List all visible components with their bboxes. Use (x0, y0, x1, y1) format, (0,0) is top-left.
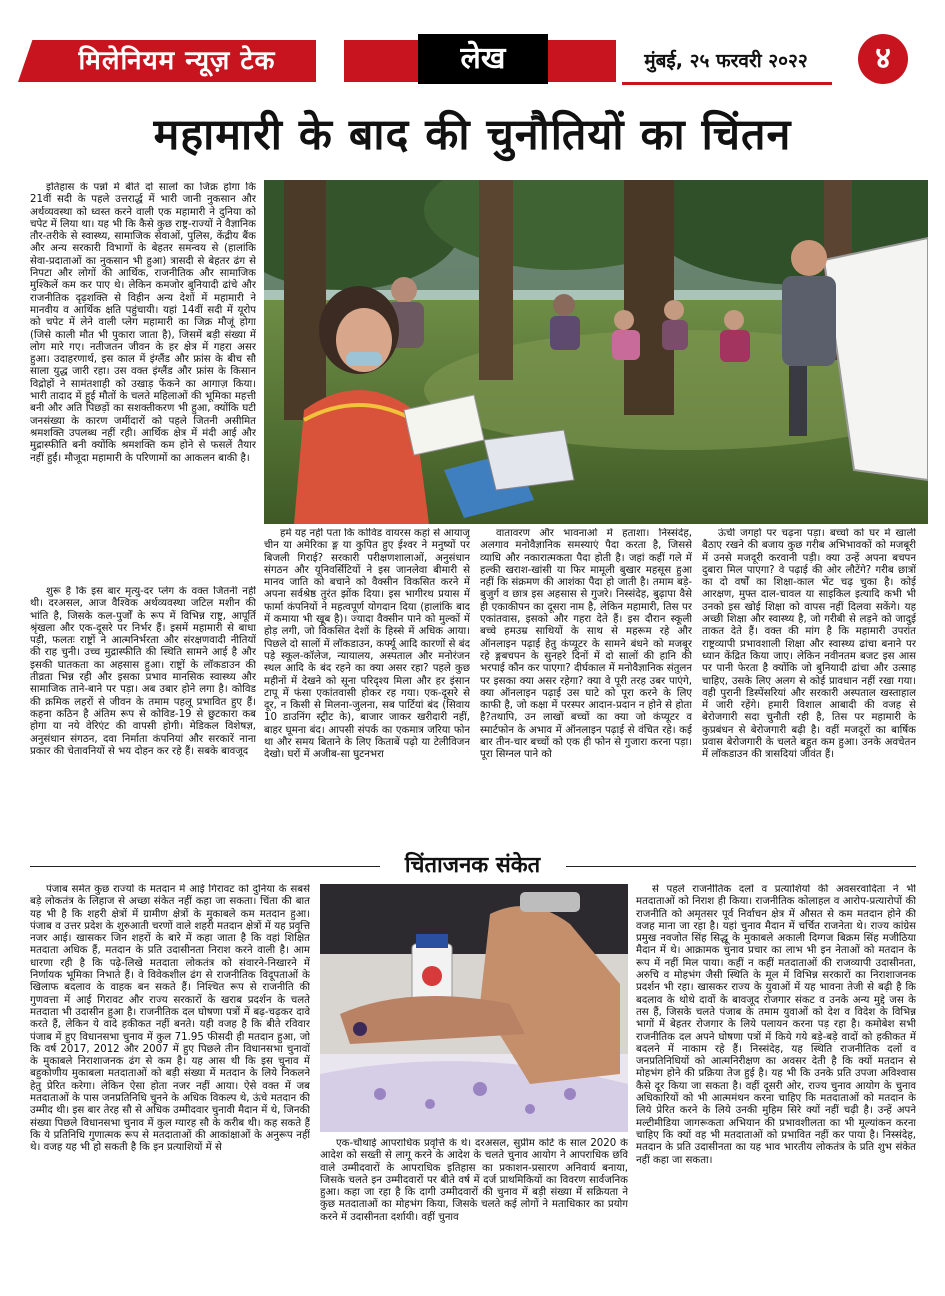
article1-column-2 (264, 528, 470, 840)
article2-paragraph: एक-चौथाई आपराधिक प्रवृत्ति के थे। दरअसल, सुप्रीम कोर्ट के साल 2020 के आदेश को सख्ती से लागू करने के आदेश के चलते चुनाव आयोग ने आपराधिक छवि वाले उम्मीदवारों के आपराधिक इतिहास का प्रकाशन-प्रसारण अनिवार्य बनाया, जिसके चलते इन उम्मीदवारों पर बीते वर्ष में दर्ज प्राथमिकियों का विवरण सार्वजनिक हुआ। कहा जा रहा है कि दागी उम्मीदवारों की चुनाव में बड़ी संख्या में सक्रियता ने कुछ मतदाताओं का मोहभंग किया, जिसके चलते कई लोगों ने मताधिकार का प्रयोग करने में उदासीनता दर्शायी। वहीं चुनाव (320, 1138, 628, 1223)
outdoor-classroom-illustration (264, 180, 928, 524)
editorial-subheading: चिंताजनक संकेत (404, 853, 541, 878)
article1-column-1b (30, 586, 256, 840)
newspaper-brand: मिलेनियम न्यूज़ टेक (38, 40, 316, 82)
article2-column-2 (320, 1138, 628, 1278)
article1-paragraph: हमें यह नहीं पता कि कोविड वायरस कहां से आयाजू चीन या अमेरिका ङ्ग या कुपित हुए ईश्वर ने मनुष्यों पर बिजली गिराई? सरकारी परीक्षणशालाओं, अनुसंधान संगठन और यूनिवर्सिटियों ने इस जानलेवा बीमारी से मानव जाति को बचाने को वैक्सीन विकसित करने में अपना सर्वश्रेष्ठ तुरंत झोंक दिया। इस भागीरथ प्रयास में फार्मा कंपनियों ने महत्वपूर्ण योगदान दिया (हालांकि बाद में कमाया भी खूब है)। ज्यादा वैक्सीन पाने को मुल्कों में होड़ लगी, जो विकसित देशों के हिस्से में अधिक आया। पिछले दो सालों में लॉकडाउन, कर्फ्यू आदि कारणों से बंद पड़े स्कूल-कॉलेज, न्यायालय, अस्पताल और मनोरंजन स्थल आदि के बंद रहने का क्या असर रहा? पहले कुछ महीनों में देखने को सूना परिदृश्य मिला और हर इंसान टापू में फंसा एकांतवासी होकर रह गया। एक-दूसरे से दूर, न किसी से मिलना-जुलना, सब पार्टियां बंद (सिवाय 10 डाउनिंग स्ट्रीट के), बाजार जाकर खरीदारी नहीं, बाहर घूमना बंद। आपसी संपर्क का एकमात्र जरिया फोन था और समय बिताने के लिए किताबें पढ़ो या टेलीविजन देखो। घरों में अजीब-सा घुटनभरा (264, 528, 470, 761)
section-label: लेख (418, 34, 548, 84)
inked-finger-illustration (320, 884, 628, 1132)
article1-column-3 (480, 528, 692, 840)
article1-paragraph: वातावरण और भावनाओं में हताशा। निस्संदेह, अलगाव मनोवैज्ञानिक समस्याएं पैदा करता है, जिससे व्याधि और नकारात्मकता पैदा होती है। जहां कहीं गले में हल्की खराश-खांसी या फिर मामूली बुखार महसूस हुआ नहीं कि संक्रमण की आशंका पैदा हो जाती है। तमाम बड़े-बुजुर्ग व छात्र इस अहसास से गुजरे। निस्संदेह, बुढ़ापा वैसे ही एकाकीपन का दूसरा नाम है, लेकिन महामारी, तिस पर एकांतवास, इसको और गहरा देते हैं। इस दौरान स्कूली बच्चे हमउम्र साथियों के साथ से महरूम रहे और ऑनलाइन पढ़ाई हेतु कंप्यूटर के सामने बंधने को मजबूर रहे ङ्गबचपन के सुनहरे दिनों में दो सालों की हानि की भरपाई कौन कर पाएगा? दीर्घकाल में मनोवैज्ञानिक संतुलन पर इसका क्या असर रहेगा? क्या वे पूरी तरह उबर पाएंगे, क्या ऑनलाइन पढ़ाई उस घाटे को पूरा करने के लिए काफी है, जो कक्षा में परस्पर आदान-प्रदान न होने से होता है?तथापि, उन लाखों बच्चों का क्या जो कंप्यूटर व स्मार्टफोन के अभाव में ऑनलाइन पढ़ाई से वंचित रहे। कई बार तीन-चार बच्चों को एक ही फोन से गुजारा करना पड़ा। पूरा सिग्नल पाने को (480, 528, 692, 761)
article1-column-1 (30, 182, 256, 574)
masthead (18, 30, 926, 92)
article1-paragraph: शुरू है कि इस बार मृत्यु-दर प्लेग के वक्त जितनी नहीं थी। दरअसल, आज वैश्विक अर्थव्यवस्था जटिल मशीन की भांति है, जिसके कल-पुर्जों के रूप में विभिन्न राष्ट्र, आपूर्ति श्रृंखला और एक-दूसरे पर निर्भर हैं। इसमें महामारी से बाधा पड़ी, फलतः राष्ट्रों ने आत्मनिर्भरता और संरक्षणवादी नीतियों की राह चुनी। उच्च मुद्रास्फीति की स्थिति सामने आई है और इसकी घातकता का अहसास हुआ। राष्ट्रों के लॉकडाउन की तीव्रता भिन्न रही और इसका प्रभाव मानसिक स्वास्थ्य और सामाजिक ताने-बाने पर पड़ा। अब उबार होने लगा है। कोविड की क्रमिक लहरों से जीवन के तमाम पहलू प्रभावित हुए हैं। कहना कठिन है अंतिम रूप से कोविड-19 से छुटकारा कब होगा या नये वेरिएंट की वापसी होगी। मेडिकल विशेषज्ञ, अनुसंधान संगठन, दवा निर्माता कंपनियां और सरकारें नाना प्रकार की चेतावनियों से भय दोहन कर रहे हैं। सबके बावजूद (30, 586, 256, 757)
article2-column-1 (30, 884, 310, 1278)
article1-column-4 (702, 528, 916, 840)
article2-column-3 (636, 884, 916, 1278)
page-number-badge: ४ (858, 34, 908, 84)
article2-paragraph: पंजाब समेत कुछ राज्यों के मतदान में आई गिरावट को दुनिया के सबसे बड़े लोकतंत्र के लिहाज से अच्छा संकेत नहीं कहा जा सकता। चिंता की बात यह भी है कि शहरी क्षेत्रों में ग्रामीण क्षेत्रों के मुकाबले कम मतदान हुआ। पंजाब व उत्तर प्रदेश के शुरुआती चरणों वाले शहरी मतदान क्षेत्रों में यह प्रवृत्ति नजर आई। खासकर जिन शहरों के बारे में कहा जाता है कि वहां शिक्षित मतदाता अधिक हैं, मतदान के प्रति उदासीनता निराश करने वाली है। आम धारणा रही है कि पढ़े-लिखे मतदाता लोकतंत्र को संवारने-निखारने में निर्णायक भूमिका निभाते हैं। वे विवेकशील ढंग से राजनीतिक विदूपताओं के खिलाफ बदलाव के वाहक बन सकते हैं। निश्चित रूप से राजनीति की गुणवत्ता में आई गिरावट और राज्य सरकारों के खराब प्रदर्शन के चलते मतदाता भी उदासीन हुआ है। राजनीतिक दल घोषणा पत्रों में बढ़-चढ़कर दावे करते हैं, लेकिन ये वादे हकीकत नहीं बनते। यही वजह है कि बीते रविवार पंजाब में हुए विधानसभा चुनाव में कुल 71.95 फीसदी ही मतदान हुआ, जो कि वर्ष 2017, 2012 और 2007 में हुए पिछले तीन विधानसभा चुनावों के मुकाबले निराशाजनक ढंग से कम है। यह आस थी कि इस चुनाव में बहुकोणीय मुकाबला मतदाताओं को बड़ी संख्या में मतदान के लिये निकलने हेतु प्रेरित करेगा। लेकिन ऐसा होता नजर नहीं आया। ऐसे वक्त में जब मतदाताओं के पास जनप्रतिनिधि चुनने के अधिक विकल्प थे, ऊंचे मतदान की उम्मीद थी। इस बार तेरह सौ से अधिक उम्मीदवार चुनावी मैदान में थे, जिनकी संख्या पिछले विधानसभा चुनाव में कुल ग्यारह सौ के करीब थी। कह सकते हैं कि ये प्रतिनिधि गुणात्मक रूप से मतदाताओं की आकांक्षाओं के अनुरूप नहीं थे। वजह यह भी हो सकती है कि इन प्रत्याशियों में से (30, 884, 310, 1154)
outdoor-classroom-photo (264, 180, 928, 524)
article1-paragraph: ऊंची जगहों पर चढ़ना पड़ा। बच्चों को घर में खाली बैठाए रखने की बजाय कुछ गरीब अभिभावकों को मजबूरी में उनसे मजदूरी करवानी पड़ी। क्या उन्हें अपना बचपन दुबारा मिल पाएगा? वे पढ़ाई की ओर लौटेंगे? गरीब छात्रों का दो वर्षों का शिक्षा-काल भेंट चढ़ चुका है। कोई आरक्षण, मुफ्त दाल-चावल या साइकिल इत्यादि कभी भी उनको इस खोई शिक्षा को वापस नहीं दिलवा सकेंगे। यह अच्छी शिक्षा और स्वास्थ्य है, जो गरीबी से लड़ने को जादुई ताकत देते हैं। वक्त की मांग है कि महामारी उपरांत राष्ट्रव्यापी प्रभावशाली शिक्षा और स्वास्थ्य ढांचा बनाने पर ध्यान केंद्रित किया जाए। लेकिन नवीनतम बजट इस आस पर पानी फेरता है क्योंकि जो बुनियादी ढांचा और उत्साह चाहिए, उसके लिए अलग से कोई प्रावधान नहीं रखा गया। वही पुरानी डिस्पेंसरियां और सरकारी अस्पताल खस्ताहाल में जारी रहेंगे। हमारी विशाल आबादी की वजह से बेरोजगारी सदा चुनौती रही है, तिस पर महामारी के कुप्रबंधन से बेरोजगारी बढ़ी है। वहीं मजदूरों का बार्षिक प्रवास बेरोजगारी के चलते बहुत कम हुआ। उनके अवचेतन में लॉकडाउन की त्रासदियां जीवंत हैं। (702, 528, 916, 761)
article-headline: महामारी के बाद की चुनौतियों का चिंतन (153, 110, 792, 160)
article2-paragraph: से पहले राजनीतिक दलों व प्रत्याशियों की अवसरवादिता ने भी मतदाताओं को निराश ही किया। राजनीतिक कोलाहल व आरोप-प्रत्यारोपों की राजनीति को अमृतसर पूर्व निर्वाचन क्षेत्र में औसत से कम मतदान होने की वजह माना जा रहा है। यहां चुनाव मैदान में चर्चित राजनेता थे। राज्य कांग्रेस प्रमुख नवजोत सिंह सिद्धू के मुकाबले अकाली दिग्गज बिक्रम सिंह मजीठिया मैदान में थे। आक्रामक चुनाव प्रचार का लाभ भी इन नेताओं को मतदान के रूप में नहीं मिल पाया। कहीं न कहीं मतदाताओं की राजव्यापी उदासीनता, अरुचि व मोहभंग जैसी स्थिति के मूल में विभिन्न सरकारों का निराशाजनक प्रदर्शन भी रहा। खासकर राज्य के युवाओं में यह भावना तेजी से बढ़ी है कि बदलाव के थोथे दावों के बावजूद रोजगार संकट व उनके अन्य मुद्दे जस के तस हैं, जिसके चलते पंजाब के तमाम युवाओं को देश व विदेश के विभिन्न भागों में बेहतर रोजगार के लिये पलायन करना पड़ रहा है। कमोबेश सभी राजनीतिक दल अपने घोषणा पत्रों में किये गये बड़े-बड़े वादों को हकीकत में बदलने में नाकाम रहे हैं। निस्संदेह, यह स्थिति राजनीतिक दलों व जनप्रतिनिधियों को आत्मनिरीक्षण का अवसर देती है कि क्यों मतदान से मोहभंग होने की प्रक्रिया तेज हुई है। यह भी कि उनके प्रति उपजा अविश्वास कैसे दूर किया जा सकता है। वहीं दूसरी ओर, राज्य चुनाव आयोग के चुनाव अधिकारियों को भी आत्ममंथन करना चाहिए कि मतदाताओं को मतदान के लिये प्रेरित करने के लिये उनकी मुहिम सिरे क्यों नहीं चढ़ी है। उन्हें अपने मल्टीमीडिया जागरूकता अभियान की प्रभावशीलता का भी मूल्यांकन करना चाहिए कि क्यों वह भी मतदाताओं को प्रभावित नहीं कर पाया है। निस्संदेह, मतदान के प्रति उदासीनता का यह भाव भारतीय लोकतंत्र के प्रति शुभ संकेत नहीं कहा जा सकता। (636, 884, 916, 1166)
dateline: मुंबई, २५ फरवरी २०२२ (644, 50, 808, 72)
date-rule (622, 82, 832, 85)
article1-paragraph: इतिहास के पन्नों में बीते दो सालों का जिक्र होगा कि 21वीं सदी के पहले उत्तरार्द्ध में भारी जानी नुकसान और अर्थव्यवस्था को ध्वस्त करने वाली एक महामारी ने दुनिया को चपेट में लिया था। यह भी कि कैसे कुछ राष्ट्र-राज्यों ने वैज्ञानिक तौर-तरीके से स्वास्थ्य, सामाजिक सेवाओं, पुलिस, केंद्रीय बैंक और अन्य सरकारी विभागों के बेहतर समन्वय से (हालांकि सेवा-प्रदाताओं का नुकसान भी हुआ) त्रासदी से बेहतर ढंग से निपटा और लोगों की आर्थिक, राजनीतिक और सामाजिक मुश्किलें कम कर पाए थे। लेकिन कमजोर बुनियादी ढांचे और राजनीतिक दृढ़शक्ति से विहीन अन्य देशों में महामारी ने मानवीय व आर्थिक क्षति पहुंचायी। यहां 14वीं सदी में यूरोप को चपेट में लेने वाली प्लेग महामारी का जिक्र मौजूं होगा (जिसे काली मौत भी पुकारा जाता है), जिसमें बड़ी संख्या में लोग मारे गए। नतीजतन जीवन के हर क्षेत्र में गहरा असर हुआ। उदाहरणार्थ, इस काल में इंग्लैंड और फ्रांस के बीच सौ साला युद्ध जारी रहा। उस वक्त इंग्लैंड और फ्रांस के किसान विद्रोहों ने सामंतशाही को उखाड़ फेंकने का आगाज़ किया। भारी तादाद में हुई मौतों के चलते महिलाओं की भूमिका महत्ती बनी और अति पिछड़ों का सशक्तीकरण भी हुआ, क्योंकि घटी जनसंख्या के कारण जमींदारों को पहले जितनी असीमित श्रमशक्ति उपलब्ध नहीं रही। आर्थिक क्षेत्र में मंदी आई और मुद्रास्फीति बनी क्योंकि श्रमशक्ति कम होने से फसलें तैयार नहीं हुईं। मौजूदा महामारी के परिणामों का आकलन बाकी है। (30, 182, 256, 464)
inked-finger-voting-photo (320, 884, 628, 1132)
